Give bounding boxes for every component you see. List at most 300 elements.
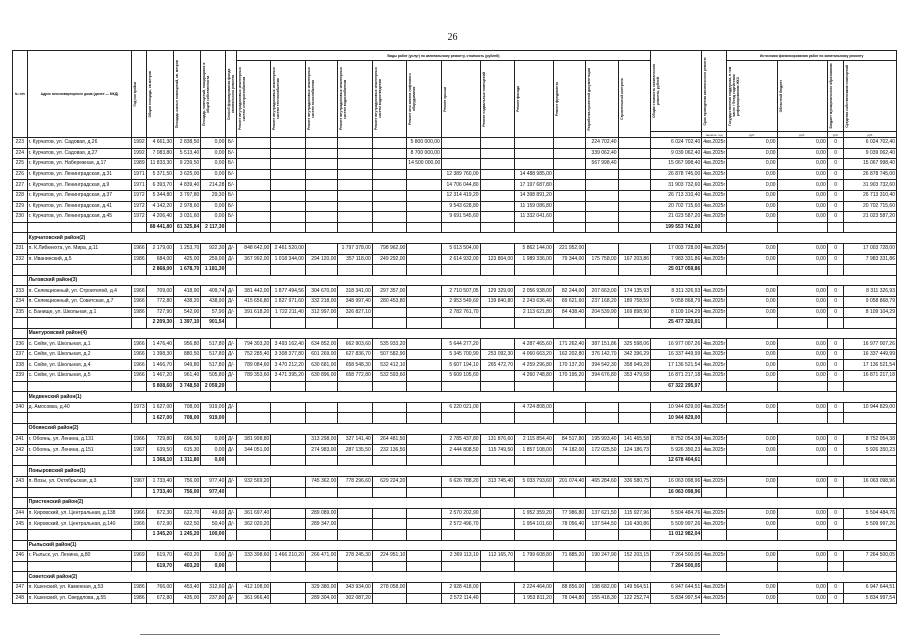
header-area xyxy=(146,51,173,138)
row-work-cost-3: 294 120,00 xyxy=(305,254,337,265)
header-common-area-text: Площадь помещений, находящихся в общей собственности xyxy=(202,62,211,126)
subtotal-work-cost xyxy=(515,318,554,329)
district-no xyxy=(13,392,28,403)
row-work-cost-12: 124 186,73 xyxy=(618,445,650,456)
row-work-cost-10: 78 056,40 xyxy=(553,519,585,530)
subtotal-empty xyxy=(777,381,827,392)
row-source-fund: 0,00 xyxy=(727,339,777,350)
subtotal-work-cost xyxy=(407,265,442,276)
row-work-cost-9: 14 398 891,20 xyxy=(515,190,554,201)
table-body xyxy=(13,138,897,604)
subtotal-area: 1 627,00 xyxy=(146,413,173,424)
row-number: 224 xyxy=(13,148,28,159)
subtotal-work-cost xyxy=(305,413,337,424)
row-work-cost-6 xyxy=(407,360,442,371)
row-living-area: 3 797,80 xyxy=(174,190,201,201)
row-work-cost-1: 789 084,60 xyxy=(236,360,271,371)
row-work-cost-5: 629 224,20 xyxy=(372,477,407,488)
row-year: 1972 xyxy=(132,201,147,212)
row-work-cost-5 xyxy=(372,519,407,530)
row-work-cost-8: 313 745,40 xyxy=(480,477,515,488)
row-source-fund: 0,00 xyxy=(727,159,777,170)
subtotal-total-cost: 10 944 829,00 xyxy=(651,413,702,424)
row-work-cost-9: 2 113 621,80 xyxy=(515,307,554,318)
subtotal-total-cost: 11 012 982,04 xyxy=(651,529,702,540)
row-period: 4кв.2025г xyxy=(702,593,727,604)
subtotal-work-cost xyxy=(338,318,373,329)
row-work-cost-3: 332 218,00 xyxy=(305,296,337,307)
subtotal-work-cost xyxy=(305,561,337,572)
subtotal-work-cost xyxy=(305,222,337,233)
subtotal-living-area: 1 311,80 xyxy=(174,455,201,466)
row-work-cost-7: 5 345 700,90 xyxy=(441,349,480,360)
header-sources-group: Источники финансирования работ по капитальному ремонту xyxy=(727,51,897,61)
subtotal-work-cost xyxy=(515,413,554,424)
row-work-cost-9: 1 989 336,00 xyxy=(515,254,554,265)
row-work-cost-12 xyxy=(618,138,650,149)
row-number: 225 xyxy=(13,159,28,170)
subtotal-work-cost xyxy=(305,455,337,466)
row-work-cost-5: 297 357,00 xyxy=(372,286,407,297)
subtotal-fund-method xyxy=(226,413,236,424)
row-work-cost-1: 789 353,60 xyxy=(236,371,271,382)
row-work-cost-8 xyxy=(480,582,515,593)
district-name: Обоянский район(2) xyxy=(27,424,896,435)
table-row xyxy=(13,445,897,456)
row-source-region: 0,00 xyxy=(777,349,827,360)
row-work-cost-4: 658 548,30 xyxy=(338,360,373,371)
row-area: 672,80 xyxy=(146,593,173,604)
row-fund-method: Д/- xyxy=(226,477,236,488)
header-common-area xyxy=(201,51,226,138)
row-living-area: 880,50 xyxy=(174,349,201,360)
subtotal-work-cost xyxy=(305,381,337,392)
subtotal-work-cost xyxy=(407,529,442,540)
subtotal-work-cost xyxy=(515,265,554,276)
subtotal-address xyxy=(27,455,132,466)
row-work-cost-1 xyxy=(236,180,271,191)
subtotal-work-cost xyxy=(618,455,650,466)
row-period: 4кв.2025г xyxy=(702,360,727,371)
row-address: г. Курчатов, ул. Набережная, д.17 xyxy=(27,159,132,170)
row-work-cost-6 xyxy=(407,371,442,382)
unit-cell-4: руб. xyxy=(844,132,897,138)
row-period: 4кв.2025г xyxy=(702,582,727,593)
row-number: 234 xyxy=(13,296,28,307)
subtotal-work-cost xyxy=(480,413,515,424)
row-work-cost-11: 204 539,90 xyxy=(586,307,618,318)
row-work-cost-5 xyxy=(372,593,407,604)
subtotal-work-cost xyxy=(338,222,373,233)
row-work-cost-5 xyxy=(372,180,407,191)
subtotal-living-area: 756,00 xyxy=(174,487,201,498)
subtotal-work-cost xyxy=(372,318,407,329)
row-period: 4кв.2025г xyxy=(702,180,727,191)
row-address: с. Банище, ул. Школьная, д.1 xyxy=(27,307,132,318)
row-source-owners: 5 504 484,76 xyxy=(844,508,897,519)
subtotal-empty xyxy=(727,455,777,466)
row-fund-method: Д/- xyxy=(226,371,236,382)
row-area: 5 371,50 xyxy=(146,169,173,180)
row-area: 709,00 xyxy=(146,286,173,297)
row-work-cost-5 xyxy=(372,508,407,519)
row-living-area: 542,00 xyxy=(174,307,201,318)
table-row xyxy=(13,286,897,297)
row-work-cost-2 xyxy=(271,148,306,159)
row-source-municipal: 0 xyxy=(827,307,844,318)
row-total-cost: 10 944 829,00 xyxy=(651,402,702,413)
district-no xyxy=(13,328,28,339)
row-source-owners: 8 311 326,93 xyxy=(844,286,897,297)
row-source-owners: 7 264 500,05 xyxy=(844,551,897,562)
row-work-cost-7: 2 444 808,50 xyxy=(441,445,480,456)
row-source-fund: 0,00 xyxy=(727,402,777,413)
district-name: Рыльский район(1) xyxy=(27,540,896,551)
subtotal-common-area: 0,00 xyxy=(201,561,226,572)
district-name: Курчатовский район(2) xyxy=(27,233,896,244)
subtotal-year xyxy=(132,487,147,498)
subtotal-work-cost xyxy=(618,487,650,498)
row-work-cost-1: 344 051,00 xyxy=(236,445,271,456)
row-work-cost-4 xyxy=(338,402,373,413)
row-work-cost-10: 88 856,00 xyxy=(553,582,585,593)
row-work-cost-7: 2 782 761,70 xyxy=(441,307,480,318)
row-work-cost-1: 362 020,20 xyxy=(236,519,271,530)
subtotal-work-cost xyxy=(407,455,442,466)
row-work-cost-11: 198 682,00 xyxy=(586,582,618,593)
subtotal-work-cost xyxy=(553,265,585,276)
row-work-cost-11: 376 142,70 xyxy=(586,349,618,360)
row-period: 4кв.2025г xyxy=(702,254,727,265)
row-area: 4 661,30 xyxy=(146,138,173,149)
row-work-cost-9: 1 952 359,20 xyxy=(515,508,554,519)
row-address: п. Кшенский, ул. Каменная, д.53 xyxy=(27,582,132,593)
subtotal-work-cost xyxy=(338,413,373,424)
district-name: Медвенский район(1) xyxy=(27,392,896,403)
row-source-fund: 0,00 xyxy=(727,445,777,456)
district-name: Поныровский район(1) xyxy=(27,466,896,477)
subtotal-common-area: 977,40 xyxy=(201,487,226,498)
row-source-municipal: 0 xyxy=(827,434,844,445)
row-common-area: 919,00 xyxy=(201,402,226,413)
subtotal-fund-method xyxy=(226,318,236,329)
table-row xyxy=(13,190,897,201)
row-address: п. Иванинский, д.5 xyxy=(27,254,132,265)
row-total-cost: 20 702 715,60 xyxy=(651,201,702,212)
table-row xyxy=(13,138,897,149)
subtotal-work-cost xyxy=(271,265,306,276)
row-source-region: 0,00 xyxy=(777,180,827,191)
row-source-owners: 21 023 587,20 xyxy=(844,212,897,223)
district-no xyxy=(13,275,28,286)
row-work-cost-1: 415 656,80 xyxy=(236,296,271,307)
subtotal-area: 5 808,60 xyxy=(146,381,173,392)
row-work-cost-6 xyxy=(407,508,442,519)
row-common-area: 0,00 xyxy=(201,159,226,170)
header-row xyxy=(13,51,897,61)
row-total-cost: 9 039 062,40 xyxy=(651,148,702,159)
row-common-area: 312,60 xyxy=(201,582,226,593)
row-work-cost-9: 2 056 938,00 xyxy=(515,286,554,297)
subtotal-row xyxy=(13,318,897,329)
row-work-cost-2: 1 018 344,00 xyxy=(271,254,306,265)
row-work-cost-1 xyxy=(236,402,271,413)
row-source-owners: 7 983 331,86 xyxy=(844,254,897,265)
row-work-cost-12: 353 479,58 xyxy=(618,371,650,382)
table-row xyxy=(13,296,897,307)
subtotal-work-cost xyxy=(271,413,306,424)
row-work-cost-11: 137 544,50 xyxy=(586,519,618,530)
row-total-cost: 31 903 732,60 xyxy=(651,180,702,191)
row-source-municipal: 0 xyxy=(827,445,844,456)
row-fund-method: Б/- xyxy=(226,180,236,191)
row-work-cost-11: 567 998,40 xyxy=(586,159,618,170)
subtotal-empty xyxy=(777,265,827,276)
row-work-cost-9: 4 259 296,80 xyxy=(515,360,554,371)
row-common-area: 29,30 xyxy=(201,190,226,201)
row-source-fund: 0,00 xyxy=(727,212,777,223)
row-work-cost-10: 170 137,20 xyxy=(553,360,585,371)
table-row xyxy=(13,349,897,360)
row-work-cost-9: 4 724 808,00 xyxy=(515,402,554,413)
row-source-region: 0,00 xyxy=(777,254,827,265)
subtotal-work-cost xyxy=(441,265,480,276)
district-no xyxy=(13,424,28,435)
row-work-cost-12: 342 396,29 xyxy=(618,349,650,360)
row-source-fund: 0,00 xyxy=(727,190,777,201)
row-common-area: 0,00 xyxy=(201,445,226,456)
row-work-cost-12: 149 564,51 xyxy=(618,582,650,593)
row-work-cost-7: 2 710 507,05 xyxy=(441,286,480,297)
subtotal-work-cost xyxy=(305,265,337,276)
subtotal-no xyxy=(13,455,28,466)
subtotal-work-cost xyxy=(515,529,554,540)
row-work-cost-8 xyxy=(480,339,515,350)
row-source-region: 0,00 xyxy=(777,371,827,382)
row-fund-method: Д/- xyxy=(226,551,236,562)
row-work-cost-3 xyxy=(305,169,337,180)
row-work-cost-8 xyxy=(480,519,515,530)
row-work-cost-9: 2 115 854,40 xyxy=(515,434,554,445)
row-number: 236 xyxy=(13,339,28,350)
row-work-cost-5 xyxy=(372,159,407,170)
row-work-cost-6 xyxy=(407,201,442,212)
subtotal-work-cost xyxy=(553,381,585,392)
row-year: 1972 xyxy=(132,212,147,223)
row-fund-method: Д/- xyxy=(226,582,236,593)
row-work-cost-6: 14 500 000,00 xyxy=(407,159,442,170)
subtotal-work-cost xyxy=(407,222,442,233)
subtotal-living-area: 3 748,50 xyxy=(174,381,201,392)
row-source-region: 0,00 xyxy=(777,169,827,180)
subtotal-total-cost: 12 678 404,61 xyxy=(651,455,702,466)
subtotal-work-cost xyxy=(372,455,407,466)
row-source-municipal: 0 xyxy=(827,296,844,307)
row-work-cost-10: 89 621,60 xyxy=(553,296,585,307)
row-year: 1971 xyxy=(132,169,147,180)
table-row xyxy=(13,402,897,413)
row-work-cost-4: 1 797 378,00 xyxy=(338,243,373,254)
row-source-fund: 0,00 xyxy=(727,138,777,149)
row-work-cost-5: 535 933,20 xyxy=(372,339,407,350)
row-year: 1966 xyxy=(132,349,147,360)
row-total-cost: 16 871 217,18 xyxy=(651,371,702,382)
subtotal-address xyxy=(27,561,132,572)
row-area: 5 344,80 xyxy=(146,190,173,201)
row-source-owners: 6 947 644,51 xyxy=(844,582,897,593)
row-total-cost: 26 878 745,00 xyxy=(651,169,702,180)
subtotal-area: 2 209,30 xyxy=(146,318,173,329)
subtotal-year xyxy=(132,413,147,424)
row-work-cost-10 xyxy=(553,201,585,212)
header-work-11-text: Разработка проектной документации xyxy=(587,67,592,131)
row-year: 1966 xyxy=(132,519,147,530)
row-work-cost-6 xyxy=(407,402,442,413)
district-no xyxy=(13,466,28,477)
row-source-municipal: 0 xyxy=(827,551,844,562)
row-source-region: 0,00 xyxy=(777,138,827,149)
row-work-cost-10: 71 885,20 xyxy=(553,551,585,562)
row-year: 1992 xyxy=(132,138,147,149)
header-source-municipal-text: Бюджет муниципального образования xyxy=(828,63,833,129)
row-common-area: 505,80 xyxy=(201,371,226,382)
row-work-cost-4: 278 245,30 xyxy=(338,551,373,562)
subtotal-work-cost xyxy=(372,561,407,572)
row-work-cost-6 xyxy=(407,212,442,223)
row-work-cost-5: 507 582,90 xyxy=(372,349,407,360)
row-work-cost-6 xyxy=(407,477,442,488)
row-work-cost-11 xyxy=(586,180,618,191)
row-source-municipal: 0 xyxy=(827,339,844,350)
row-work-cost-8 xyxy=(480,371,515,382)
row-number: 241 xyxy=(13,434,28,445)
row-source-municipal: 0 xyxy=(827,477,844,488)
row-work-cost-5: 280 453,80 xyxy=(372,296,407,307)
row-work-cost-4 xyxy=(338,180,373,191)
row-work-cost-11: 175 758,00 xyxy=(586,254,618,265)
subtotal-work-cost xyxy=(618,413,650,424)
row-work-cost-11 xyxy=(586,212,618,223)
row-work-cost-9: 14 488 985,00 xyxy=(515,169,554,180)
subtotal-work-cost xyxy=(586,529,618,540)
row-area: 4 142,20 xyxy=(146,201,173,212)
subtotal-fund-method xyxy=(226,487,236,498)
row-total-cost: 15 067 998,40 xyxy=(651,159,702,170)
subtotal-empty xyxy=(777,318,827,329)
subtotal-fund-method xyxy=(226,222,236,233)
row-work-cost-3 xyxy=(305,159,337,170)
row-period: 4кв.2025г xyxy=(702,339,727,350)
row-source-owners: 26 878 745,00 xyxy=(844,169,897,180)
table-row xyxy=(13,169,897,180)
header-work-2 xyxy=(271,61,306,138)
row-work-cost-8 xyxy=(480,190,515,201)
row-area: 772,80 xyxy=(146,296,173,307)
row-work-cost-2 xyxy=(271,138,306,149)
row-work-cost-6 xyxy=(407,307,442,318)
row-work-cost-10: 77 986,80 xyxy=(553,508,585,519)
subtotal-empty xyxy=(777,413,827,424)
row-source-region: 0,00 xyxy=(777,508,827,519)
table-row xyxy=(13,519,897,530)
row-work-cost-3: 289 347,00 xyxy=(305,519,337,530)
subtotal-empty xyxy=(702,529,727,540)
row-work-cost-8 xyxy=(480,138,515,149)
row-work-cost-8: 115 749,50 xyxy=(480,445,515,456)
row-period: 4кв.2025г xyxy=(702,445,727,456)
row-work-cost-7: 5 013 504,00 xyxy=(441,243,480,254)
district-row xyxy=(13,572,897,583)
header-source-municipal xyxy=(827,61,844,132)
row-area: 1 467,20 xyxy=(146,371,173,382)
row-living-area: 403,20 xyxy=(174,551,201,562)
subtotal-row xyxy=(13,222,897,233)
row-work-cost-9: 4 287 465,60 xyxy=(515,339,554,350)
row-source-owners: 5 834 997,54 xyxy=(844,593,897,604)
subtotal-no xyxy=(13,487,28,498)
row-total-cost: 17 136 521,54 xyxy=(651,360,702,371)
header-total-cost-text: Общая стоимость капитального ремонта, рублей xyxy=(652,63,660,119)
row-source-fund: 0,00 xyxy=(727,169,777,180)
row-living-area: 3 625,00 xyxy=(174,169,201,180)
row-period: 4кв.2025г xyxy=(702,296,727,307)
row-source-region: 0,00 xyxy=(777,519,827,530)
row-work-cost-12: 167 203,86 xyxy=(618,254,650,265)
row-living-area: 949,80 xyxy=(174,360,201,371)
row-year: 1989 xyxy=(132,159,147,170)
subtotal-work-cost xyxy=(236,318,271,329)
row-source-owners: 15 067 998,40 xyxy=(844,159,897,170)
row-work-cost-8: 139 840,80 xyxy=(480,296,515,307)
row-work-cost-8: 129 329,00 xyxy=(480,286,515,297)
header-work-10 xyxy=(553,61,585,138)
row-work-cost-7 xyxy=(441,148,480,159)
row-living-area: 622,50 xyxy=(174,519,201,530)
row-total-cost: 17 003 728,00 xyxy=(651,243,702,254)
subtotal-work-cost xyxy=(553,487,585,498)
table-row xyxy=(13,339,897,350)
row-work-cost-6 xyxy=(407,190,442,201)
row-living-area: 435,00 xyxy=(174,593,201,604)
row-work-cost-8 xyxy=(480,508,515,519)
row-area: 4 206,40 xyxy=(146,212,173,223)
row-area: 2 179,00 xyxy=(146,243,173,254)
subtotal-empty xyxy=(827,222,844,233)
subtotal-empty xyxy=(727,381,777,392)
subtotal-address xyxy=(27,413,132,424)
row-work-cost-9: 1 953 811,20 xyxy=(515,593,554,604)
row-source-region: 0,00 xyxy=(777,190,827,201)
subtotal-living-area: 708,00 xyxy=(174,413,201,424)
row-period: 4кв.2025г xyxy=(702,286,727,297)
row-year: 1966 xyxy=(132,339,147,350)
subtotal-empty xyxy=(727,487,777,498)
row-fund-method: Д/- xyxy=(226,286,236,297)
row-fund-method: Б/- xyxy=(226,159,236,170)
row-work-cost-5 xyxy=(372,201,407,212)
row-work-cost-3 xyxy=(305,212,337,223)
subtotal-row xyxy=(13,265,897,276)
subtotal-work-cost xyxy=(407,381,442,392)
table-row xyxy=(13,254,897,265)
row-work-cost-5: 532 593,60 xyxy=(372,371,407,382)
row-source-fund: 0,00 xyxy=(727,551,777,562)
row-source-municipal: 0 xyxy=(827,201,844,212)
row-work-cost-1: 381 998,80 xyxy=(236,434,271,445)
row-number: 239 xyxy=(13,371,28,382)
row-work-cost-3: 313 298,00 xyxy=(305,434,337,445)
subtotal-work-cost xyxy=(553,561,585,572)
